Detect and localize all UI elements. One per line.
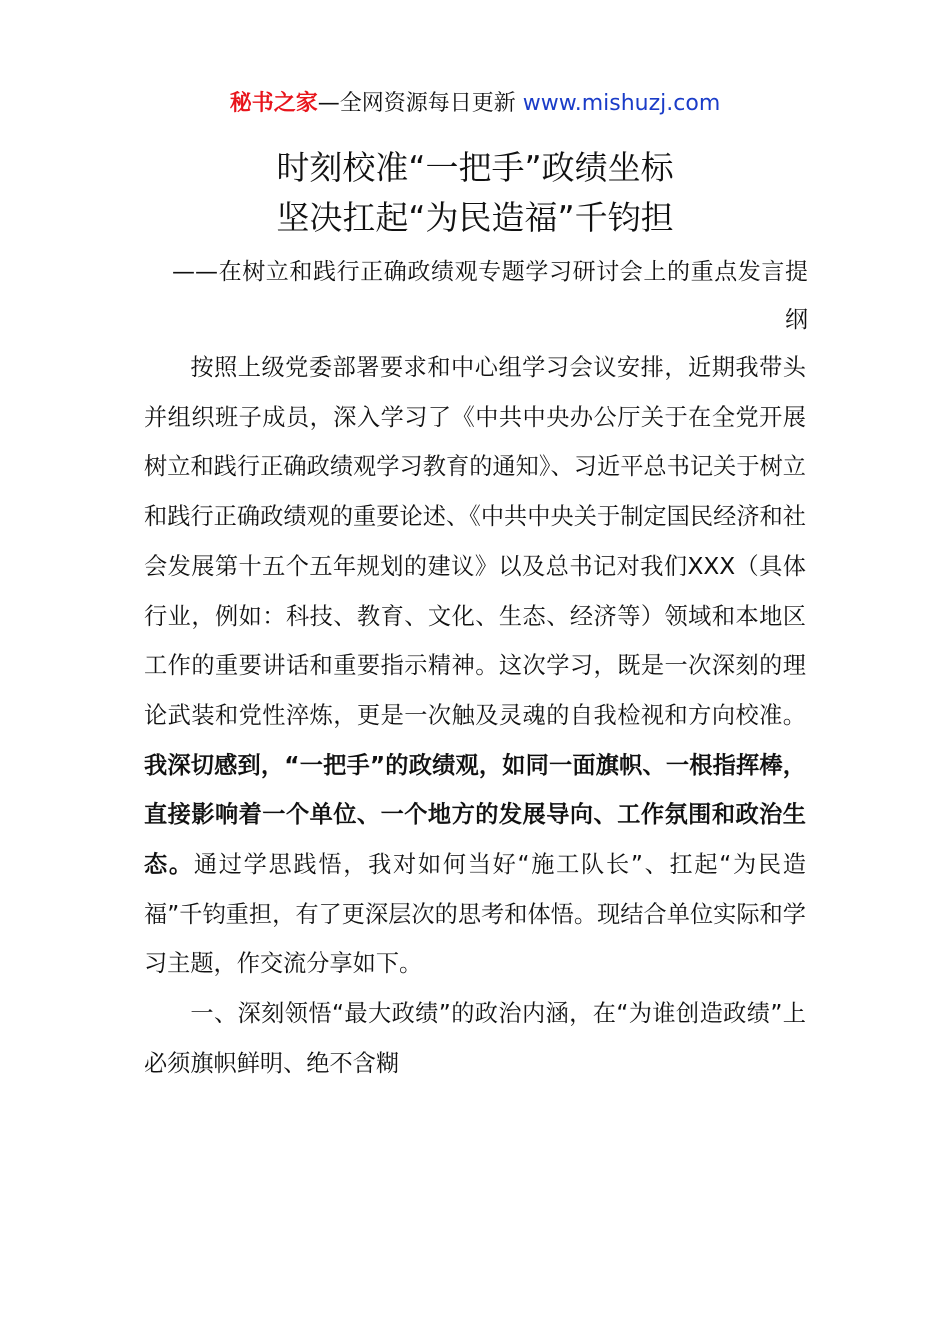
site-url-link[interactable]: www.mishuzj.com — [522, 91, 721, 116]
section-heading-1: 一、深刻领悟“最大政绩”的政治内涵，在“为谁创造政绩”上必须旗帜鲜明、绝不含糊 — [144, 1000, 806, 1077]
paragraph1-text-a: 按照上级党委部署要求和中心组学习会议安排，近期我带头并组织班子成员，深入学习了《中共中央办公厅关于在全党开展树立和践行正确政绩观学习教育的通知》、习近平总书记关于树立和践行正确政绩观的重要论述、《中共中央关于制定国民经济和社会发展第十五个五年规划的建议》以及总书记对我们XXX（具体行业，例如：科技、教育、文化、生态、经济等）领域和本地区工作的重要讲话和重要指示精神。这次学习，既是一次深刻的理论武装和党性淬炼，更是一次触及灵魂的自我检视和方向校准。 — [144, 354, 806, 729]
document-subtitle: ——在树立和践行正确政绩观专题学习研讨会上的重点发言提纲 — [172, 259, 808, 333]
body-paragraph-1 — [144, 343, 806, 989]
site-header — [0, 86, 950, 122]
document-body — [144, 343, 806, 1089]
site-brand: 秘书之家 — [229, 91, 318, 116]
document-title-line1: 时刻校准“一把手”政绩坐标 — [276, 148, 674, 187]
site-tagline: —全网资源每日更新 — [317, 91, 516, 116]
paragraph1-text-b: 通过学思践悟，我对如何当好“施工队长”、扛起“为民造福”千钧重担，有了更深层次的思考和体悟。现结合单位实际和学习主题，作交流分享如下。 — [144, 851, 806, 978]
paragraph1-bold-text: 我深切感到，“一把手”的政绩观，如同一面旗帜、一根指挥棒，直接影响着一个单位、一个地方的发展导向、工作氛围和政治生态。 — [144, 751, 806, 879]
document-title-line2: 坚决扛起“为民造福”千钧担 — [276, 198, 674, 237]
